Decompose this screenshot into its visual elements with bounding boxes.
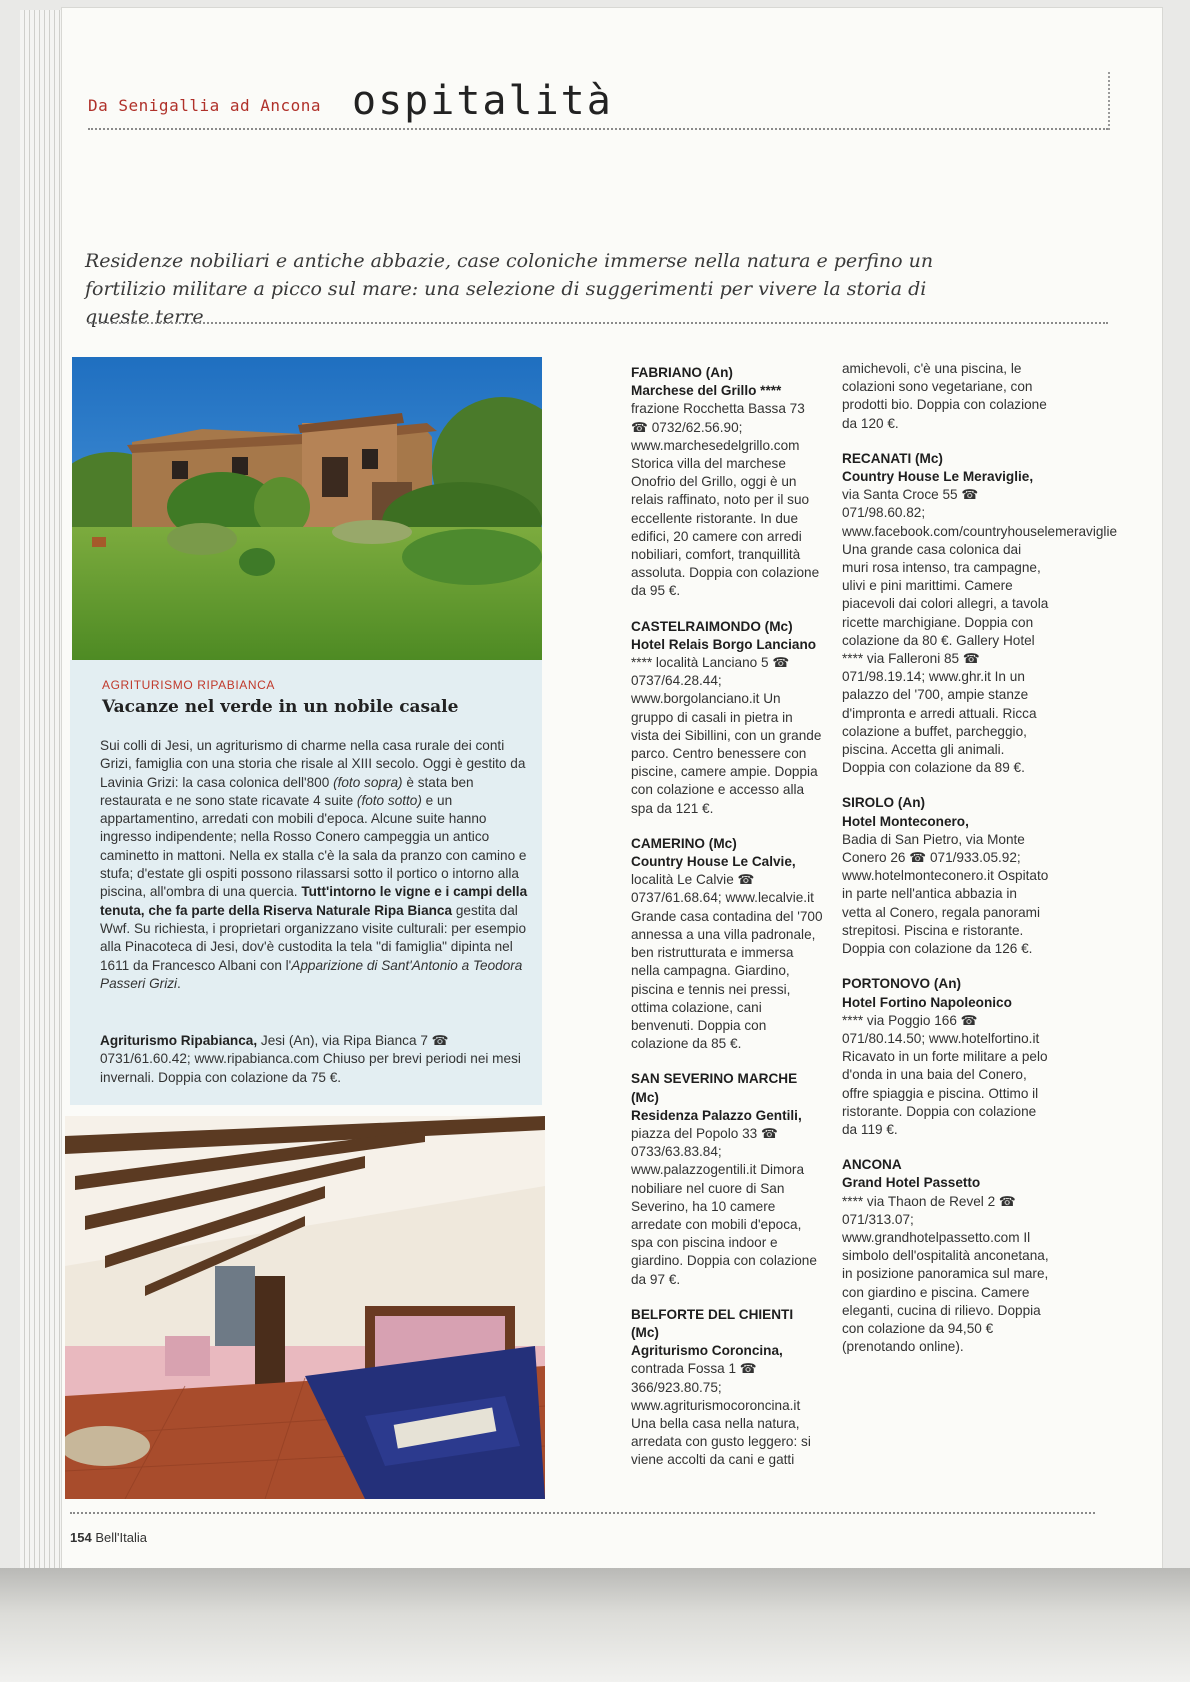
feature-title: Vacanze nel verde in un nobile casale [102, 697, 459, 717]
listing-location: SAN SEVERINO MARCHE (Mc) [631, 1071, 798, 1105]
feature-text: è stata ben restaurata e ne sono state ricavate 4 suite [100, 774, 474, 808]
listing-entry [631, 364, 823, 601]
footer-rule [70, 1512, 1095, 1514]
magazine-name: Bell'Italia [95, 1530, 147, 1545]
feature-text: Sui colli di Jesi, un agriturismo di charme nella casa rurale dei conti Grizi, famiglia con una storia che risale al XIII secolo. Oggi è gestito da Lavinia Grizi: la casa colonica dell'800 [100, 738, 526, 790]
feature-body [100, 737, 530, 993]
scan-shadow [0, 1568, 1190, 1682]
listings-column-2 [842, 360, 1118, 1373]
photo-farmhouse [72, 357, 542, 662]
listing-name: Hotel Monteconero, [842, 813, 969, 829]
listing-entry [842, 450, 1118, 778]
listing-location: BELFORTE DEL CHIENTI (Mc) [631, 1306, 794, 1340]
listing-text: **** località Lanciano 5 ☎ 0737/64.28.44; www.borgolanciano.it Un gruppo di casali in pietra in vista dei Sibillini, con un grande parco. Centro benessere con piscine, camere ampie. Doppia con colazione e accesso alla spa da 121 €. [631, 655, 822, 816]
header-rule-vertical [1108, 72, 1110, 130]
listing-name: Agriturismo Coroncina, [631, 1343, 783, 1359]
listing-entry [631, 1306, 823, 1470]
listing-name: Country House Le Meraviglie, [842, 469, 1034, 485]
listing-text: **** via Thaon de Revel 2 ☎ 071/313.07; www.grandhotelpassetto.com Il simbolo dell'ospitalità anconetana, in posizione panoramica sul mare, con giardino e piscina. Camere eleganti, cucina di rilievo. Doppia con colazione da 94,50 € (prenotando online). [842, 1193, 1049, 1355]
listing-name: Marchese del Grillo **** [631, 383, 782, 399]
listing-name: Residenza Palazzo Gentili, [631, 1107, 802, 1123]
intro-rule [88, 322, 1108, 324]
listing-location: CAMERINO (Mc) [631, 835, 737, 851]
listing-location: RECANATI (Mc) [842, 450, 943, 466]
section-title: ospitalità [352, 78, 613, 124]
listing-text: Badia di San Pietro, via Monte Conero 26 ☎ 071/933.05.92; www.hotelmonteconero.it Ospitato in parte nell'antica abbazia in vetta al Conero, regala panorami strepitosi. Piscina e ristorante. Doppia con colazione da 126 €. [842, 831, 1049, 957]
listing-text: via Santa Croce 55 ☎ 071/98.60.82; www.facebook.com/countryhouselemeraviglie Una grande casa colonica dai muri rosa intenso, tra campagne, ulivi e pini marittimi. Camere piacevoli dai colori allegri, a tavola ricette marchigiane. Doppia con colazione da 80 €. Gallery Hotel **** via Falleroni 85 ☎ 071/98.19.14; www.ghr.it In un palazzo del '700, ampie stanze d'impronta e arredi attuali. Ricca colazione a buffet, parcheggio, piscina. Accetta gli animali. Doppia con colazione da 89 €. [842, 487, 1118, 776]
listing-location: CASTELRAIMONDO (Mc) [631, 618, 793, 634]
listing-name: Country House Le Calvie, [631, 854, 796, 870]
feature-text: . [177, 975, 181, 991]
page-folio [70, 1530, 147, 1545]
listing-entry [631, 1070, 823, 1288]
binding-edge [20, 10, 64, 1610]
feature-text: (foto sotto) [356, 792, 422, 808]
feature-text: gestita dal Wwf. Su richiesta, i proprietari organizzano visite culturali: per esempio alla Pinacoteca di Jesi, dov'è custodita la tela "di famiglia" dipinta nel 1611 da Francesco Albani con l' [100, 902, 527, 973]
listing-text: frazione Rocchetta Bassa 73 ☎ 0732/62.56.90; www.marchesedelgrillo.com Storica villa del marchese Onofrio del Grillo, oggi è un relais raffinato, noto per il suo eccellente ristorante. In due edifici, 20 camere con arredi nobiliari, comfort, tranquillità assoluta. Doppia con colazione da 95 €. [631, 401, 820, 599]
listing-location: FABRIANO (An) [631, 365, 733, 380]
listing-entry [842, 1156, 1050, 1356]
feature-label: AGRITURISMO RIPABIANCA [102, 678, 275, 692]
listing-entry [631, 618, 823, 818]
listing-text: località Le Calvie ☎ 0737/61.68.64; www.lecalvie.it Grande casa contadina del '700 annessa a una villa padronale, ben ristrutturata e immersa nella campagna. Giardino, piscina e tennis nei pressi, ottima colazione, cani benvenuti. Doppia con colazione da 85 €. [631, 872, 823, 1052]
listing-name: Hotel Fortino Napoleonico [842, 994, 1012, 1010]
listing-entry [842, 975, 1050, 1139]
listing-text: amichevoli, c'è una piscina, le colazioni sono vegetariane, con prodotti bio. Doppia con colazione da 120 €. [842, 361, 1047, 431]
intro-text: Residenze nobiliari e antiche abbazie, case coloniche immerse nella natura e perfino un fortilizio militare a picco sul mare: una selezione di suggerimenti per vivere la storia di queste terre [85, 250, 934, 328]
feature-text: (foto sopra) [333, 774, 403, 790]
section-kicker: Da Senigallia ad Ancona [88, 96, 322, 115]
feature-text: Apparizione di Sant'Antonio a Teodora Passeri Grizi [100, 957, 523, 991]
listing-location: SIROLO (An) [842, 795, 926, 811]
listing-name: Grand Hotel Passetto [842, 1175, 981, 1191]
listing-entry [631, 835, 823, 1053]
listings-column-1 [631, 364, 823, 1487]
listing-entry [842, 360, 1050, 433]
listing-location: ANCONA [842, 1157, 902, 1173]
feature-text: e un appartamentino, arredati con mobili d'epoca. Alcune suite hanno ingresso indipendente; nella Rosso Conero campeggia un antico caminetto in mattoni. Nella ex stalla c'è la sala da pranzo con camino e stufa; d'estate gli ospiti possono rilassarsi sotto il portico o intorno alla piscina, all'ombra di una quercia. [100, 792, 527, 900]
listing-name: Hotel Relais Borgo Lanciano [631, 636, 817, 652]
feature-contact [100, 1032, 530, 1087]
listing-location: PORTONOVO (An) [842, 976, 962, 992]
feature-text: Tutt'intorno le vigne e i campi della tenuta, che fa parte della Riserva Naturale Ripa Bianca [100, 884, 528, 918]
listing-text: **** via Poggio 166 ☎ 071/80.14.50; www.hotelfortino.it Ricavato in un forte militare a pelo d'onda in una baia del Conero, offre spiaggia e piscina. Ottimo il ristorante. Doppia con colazione da 119 €. [842, 1012, 1048, 1137]
header-rule [88, 128, 1108, 130]
listing-entry [842, 794, 1050, 958]
feature-contact-name: Agriturismo Ripabianca, [100, 1033, 258, 1048]
listing-text: piazza del Popolo 33 ☎ 0733/63.83.84; www.palazzogentili.it Dimora nobiliare nel cuore di San Severino, ha 10 camere arredate con mobili d'epoca, spa con piscina indoor e giardino. Doppia con colazione da 97 €. [631, 1125, 817, 1287]
page-number: 154 [70, 1530, 92, 1545]
listing-text: contrada Fossa 1 ☎ 366/923.80.75; www.agriturismocoroncina.it Una bella casa nella natura, arredata con gusto leggero: si viene accolti da cani e gatti [631, 1361, 811, 1468]
feature-contact-text: Jesi (An), via Ripa Bianca 7 ☎ 0731/61.60.42; www.ripabianca.com Chiuso per brevi periodi nei mesi invernali. Doppia con colazione da 75 €. [100, 1033, 521, 1085]
photo-bedroom [65, 1116, 545, 1499]
